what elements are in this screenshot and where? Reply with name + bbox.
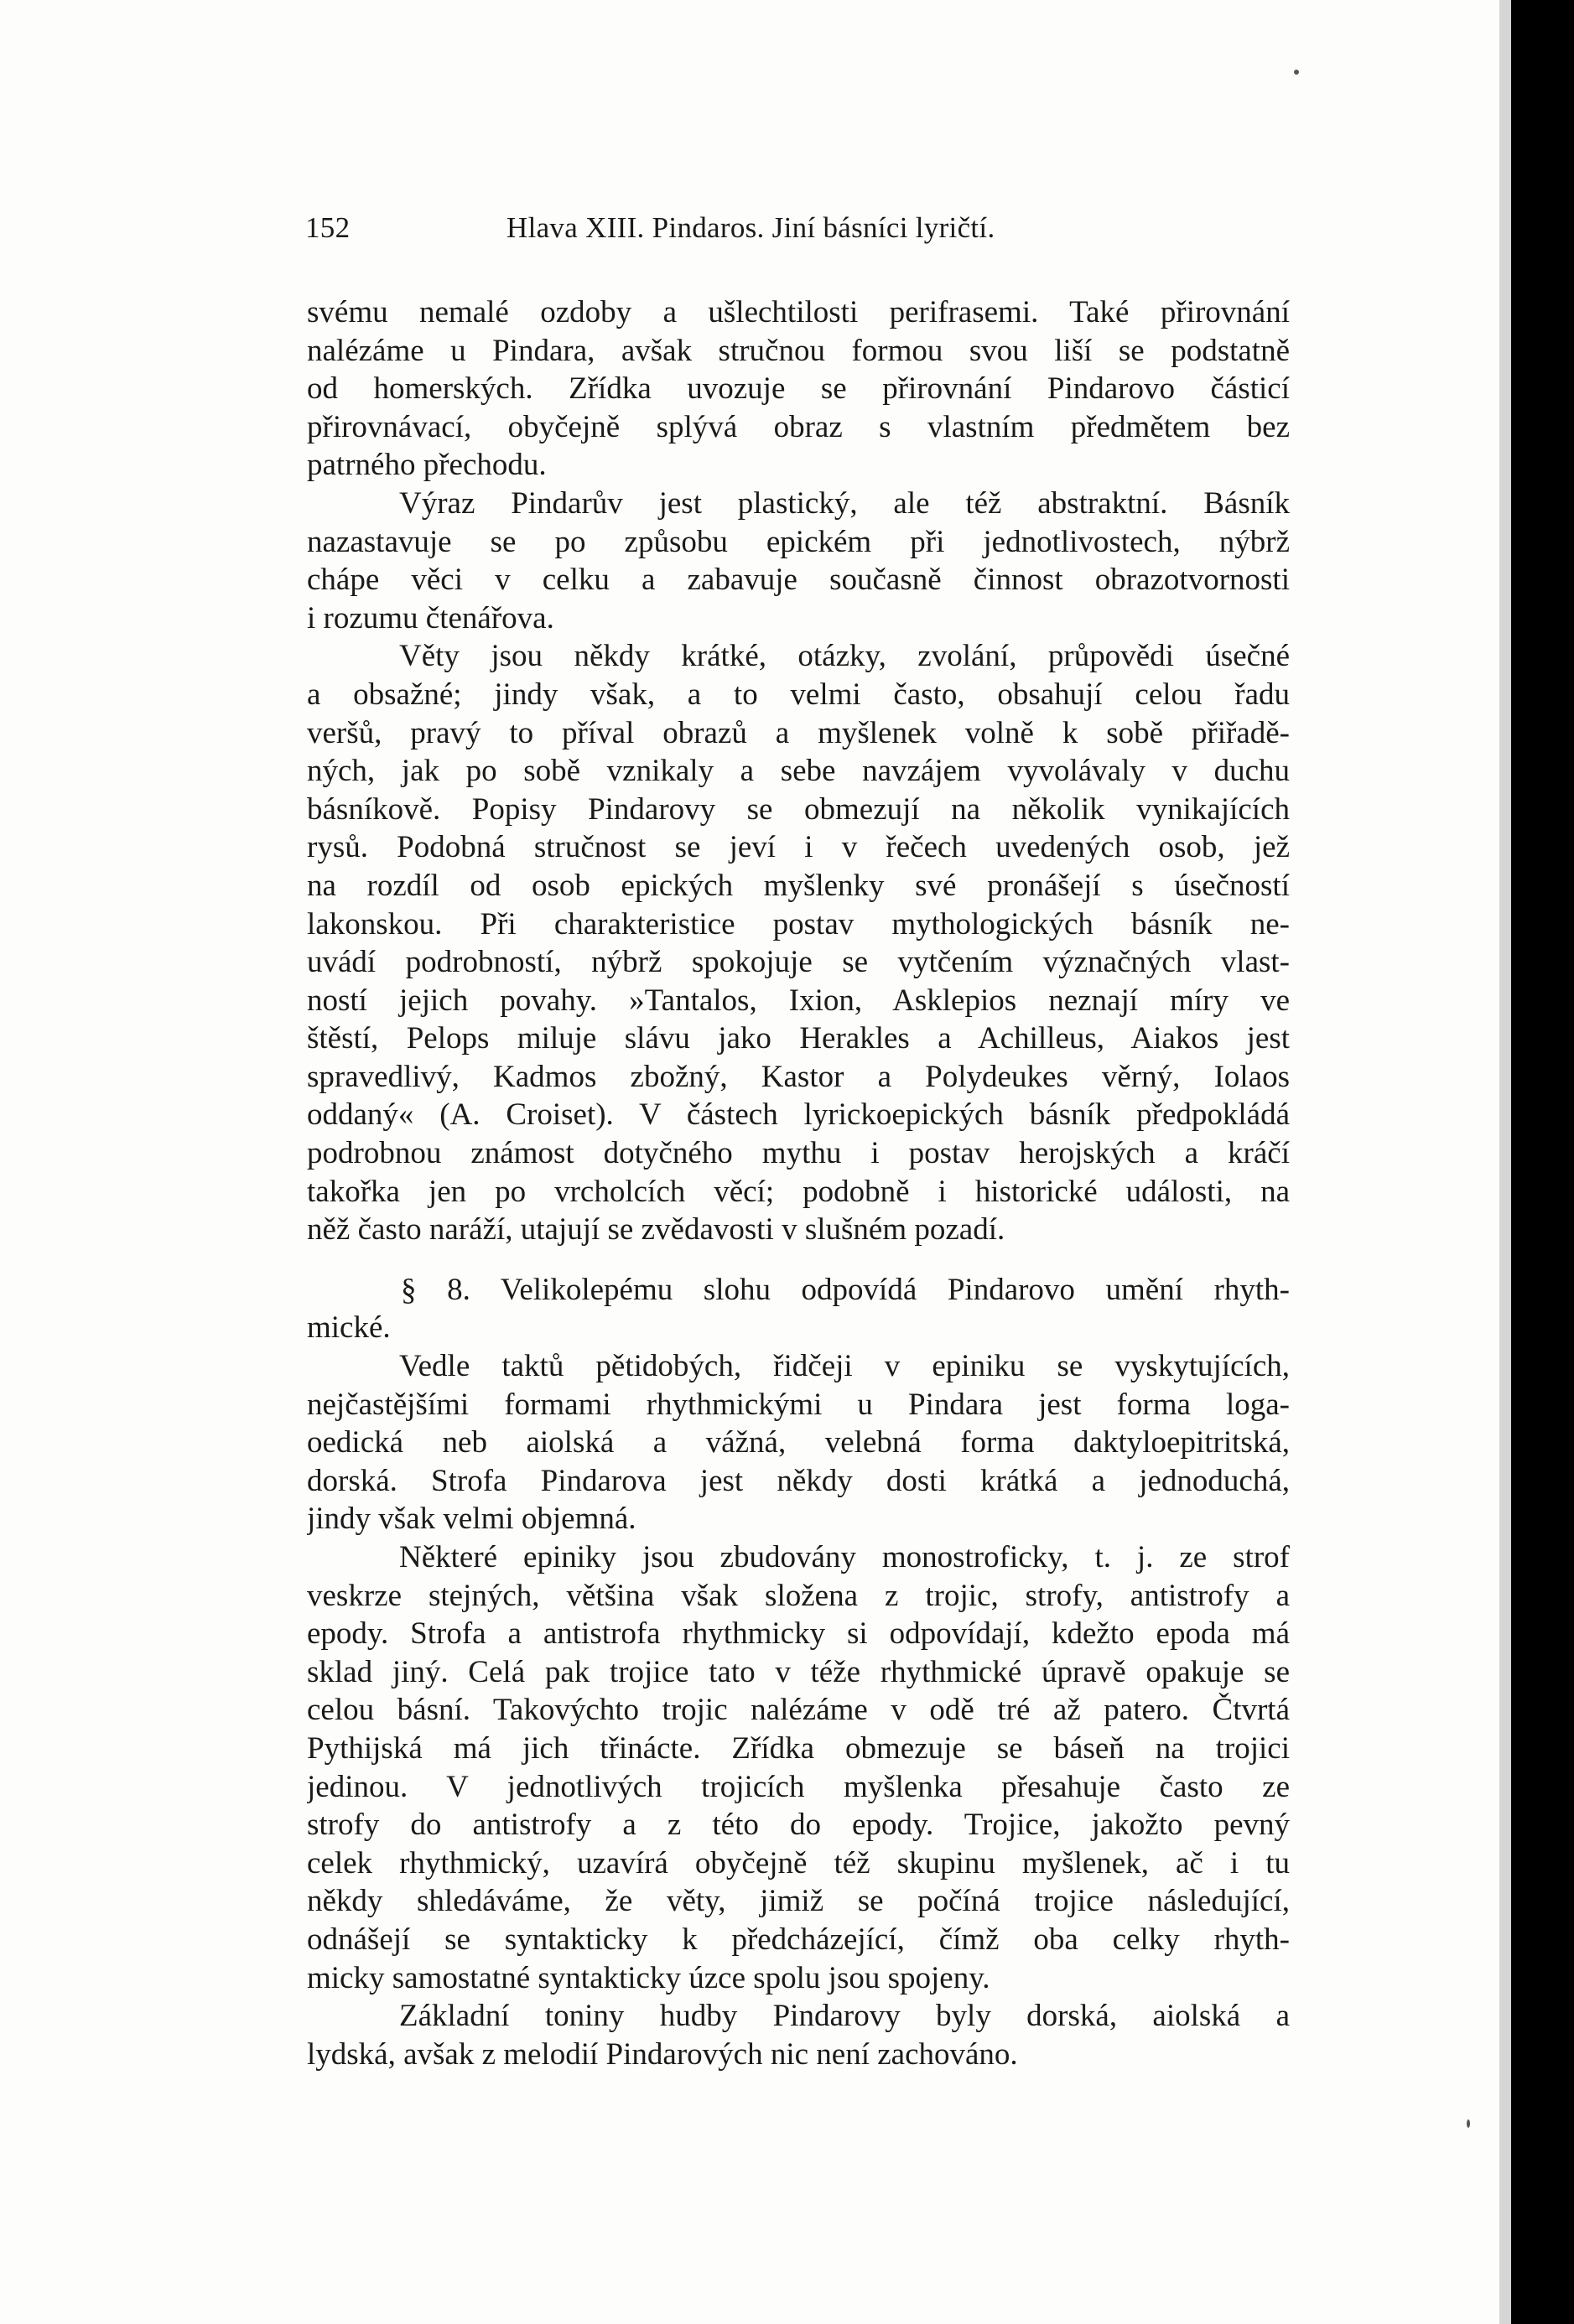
text-line: podrobnou známost dotyčného mythu i postav herojských a kráčí [307, 1136, 1290, 1171]
text-line: spravedlivý, Kadmos zbožný, Kastor a Polydeukes věrný, Iolaos [307, 1059, 1290, 1094]
text-line: nejčastějšími formami rhythmickými u Pindara jest forma loga- [307, 1387, 1290, 1422]
text-line: nazastavuje se po způsobu epickém při jednotlivostech, nýbrž [307, 524, 1290, 559]
text-line: chápe věci v celku a zabavuje současně činnost obrazotvornosti [307, 563, 1290, 598]
paragraph [307, 293, 1290, 485]
text-line: od homerských. Zřídka uvozuje se přirovnání Pindarovo částicí [307, 371, 1290, 407]
text-line: jindy však velmi objemná. [307, 1502, 636, 1537]
text-line: patrného přechodu. [307, 448, 547, 483]
text-line: Výraz Pindarův jest plastický, ale též abstraktní. Básník [399, 485, 1290, 521]
paragraph [307, 1997, 1290, 2073]
text-line: odnášejí se syntakticky k předcházející, čímž oba celky rhyth- [307, 1922, 1290, 1957]
text-line: celou básní. Takovýchto trojic nalézáme v odě tré až patero. Čtvrtá [307, 1693, 1290, 1728]
text-line: jedinou. V jednotlivých trojicích myšlenka přesahuje často ze [307, 1769, 1290, 1804]
text-line: oedická neb aiolská a vážná, velebná forma daktyloepitritská, [307, 1425, 1290, 1460]
paragraph [307, 485, 1290, 637]
running-title: Hlava XIII. Pindaros. Jiní básníci lyričtí. [506, 211, 995, 244]
text-line: sklad jiný. Celá pak trojice tato v téže rhythmické úpravě opakuje se [307, 1654, 1290, 1689]
text-line: micky samostatné syntakticky úzce spolu jsou spojeny. [307, 1960, 990, 1995]
text-line: celek rhythmický, uzavírá obyčejně též skupinu myšlenek, ač i tu [307, 1845, 1290, 1880]
body-text [307, 293, 1290, 2073]
text-line: veršů, pravý to příval obrazů a myšlenek volně k sobě přiřadě- [307, 715, 1290, 750]
text-line: Vedle taktů pětidobých, řidčeji v epiniku se vyskytujících, [399, 1349, 1290, 1384]
section-gap [307, 1249, 1290, 1271]
running-head [305, 210, 1286, 246]
text-line: strofy do antistrofy a z této do epody. Trojice, jakožto pevný [307, 1808, 1290, 1843]
text-line: něž často naráží, utajují se zvědavosti v slušném pozadí. [307, 1212, 1005, 1248]
text-line: dorská. Strofa Pindarova jest někdy dosti krátká a jednoduchá, [307, 1463, 1290, 1498]
text-line: mické. [307, 1310, 391, 1346]
text-line: ností jejich povahy. »Tantalos, Ixion, Asklepios neznají míry ve [307, 983, 1290, 1018]
paragraph [307, 637, 1290, 1249]
text-line: § 8. Velikolepému slohu odpovídá Pindarovo umění rhyth- [401, 1272, 1290, 1307]
text-line: přirovnávací, obyčejně splývá obraz s vlastním předmětem bez [307, 409, 1290, 444]
text-line: oddaný« (A. Croiset). V částech lyrickoepických básník předpokládá [307, 1097, 1290, 1133]
text-line: i rozumu čtenářova. [307, 600, 554, 635]
text-line: takořka jen po vrcholcích věcí; podobně i historické události, na [307, 1174, 1290, 1209]
text-line: veskrze stejných, většina však složena z trojic, strofy, antistrofy a [307, 1578, 1290, 1613]
text-line: lakonskou. Při charakteristice postav mythologických básník ne- [307, 906, 1290, 942]
paragraph [307, 1538, 1290, 1997]
text-line: Věty jsou někdy krátké, otázky, zvolání, průpovědi úsečné [399, 639, 1290, 674]
scan-speck [1294, 70, 1299, 75]
section-heading-paragraph [307, 1271, 1290, 1347]
text-line: svému nemalé ozdoby a ušlechtilosti perifrasemi. Také přirovnání [307, 295, 1290, 329]
text-line: na rozdíl od osob epických myšlenky své pronášejí s úsečností [307, 868, 1290, 903]
text-line: ných, jak po sobě vznikaly a sebe navzájem vyvolávaly v duchu [307, 754, 1290, 789]
text-line: Některé epiniky jsou zbudovány monostroficky, t. j. ze strof [399, 1540, 1290, 1574]
text-line: a obsažné; jindy však, a to velmi často, obsahují celou řadu [307, 677, 1290, 712]
text-line: uvádí podrobností, nýbrž spokojuje se vytčením význačných vlast- [307, 945, 1290, 980]
scan-border [1511, 0, 1574, 2324]
text-line: někdy shledáváme, že věty, jimiž se počíná trojice následující, [307, 1884, 1290, 1919]
text-line: básníkově. Popisy Pindarovy se obmezují na několik vynikajících [307, 791, 1290, 827]
text-line: rysů. Podobná stručnost se jeví i v řečech uvedených osob, jež [307, 830, 1290, 865]
text-line: štěstí, Pelops miluje slávu jako Herakles a Achilleus, Aiakos jest [307, 1021, 1290, 1056]
text-line: epody. Strofa a antistrofa rhythmicky si odpovídají, kdežto epoda má [307, 1616, 1290, 1652]
page-number: 152 [305, 211, 351, 244]
scan-speck [1467, 2119, 1470, 2128]
text-line: Základní toniny hudby Pindarovy byly dorská, aiolská a [399, 1999, 1290, 2034]
paragraph [307, 1347, 1290, 1538]
text-line: Pythijská má jich třinácte. Zřídka obmezuje se báseň na trojici [307, 1730, 1290, 1766]
page-gutter-shadow [1499, 0, 1511, 2324]
text-line: lydská, avšak z melodií Pindarových nic není zachováno. [307, 2036, 1018, 2072]
text-line: nalézáme u Pindara, avšak stručnou formou svou liší se podstatně [307, 333, 1290, 368]
